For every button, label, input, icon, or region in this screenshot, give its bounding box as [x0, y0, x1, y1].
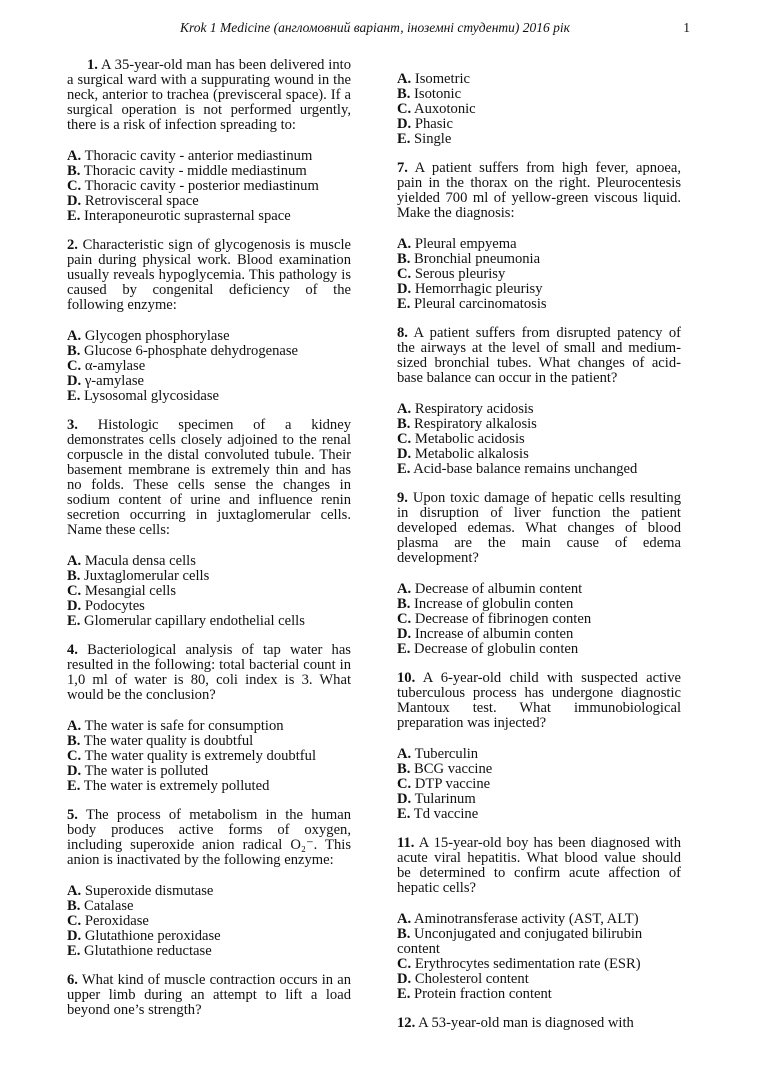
option-text: DTP vaccine — [414, 776, 491, 792]
answer-option — [67, 389, 351, 404]
option-text: The water is extremely polluted — [83, 778, 270, 794]
answer-option — [397, 612, 681, 627]
question-text: Characteristic sign of glycogenosis is muscle pain during physical work. Blood examination usually reveals hypoglycemia. This pathology is caused by congenital deficiency of the following enzyme: — [67, 237, 351, 313]
option-text: Td vaccine — [413, 806, 479, 822]
answer-option — [67, 164, 351, 179]
option-text: Single — [414, 131, 452, 147]
option-letter: D. — [67, 763, 82, 779]
answer-option — [67, 614, 351, 629]
option-letter: A. — [67, 148, 82, 164]
option-text: Respiratory alkalosis — [414, 416, 537, 432]
option-text: Auxotonic — [414, 101, 476, 117]
answer-options-10 — [397, 747, 681, 822]
answer-option — [397, 642, 681, 657]
answer-option — [67, 359, 351, 374]
answer-options-3 — [67, 554, 351, 629]
option-letter: E. — [67, 778, 81, 794]
option-letter: D. — [67, 373, 82, 389]
option-text: Juxtaglomerular cells — [84, 568, 210, 584]
option-text: Erythrocytes sedimentation rate (ESR) — [414, 956, 641, 972]
question-text: The process of metabolism in the human body produces active forms of oxygen, including superoxide anion radical O₂⁻. This anion is inactivated by the following enzyme: — [67, 807, 351, 868]
question-number: 9. — [397, 490, 408, 506]
question-1 — [67, 58, 351, 133]
option-letter: C. — [67, 178, 82, 194]
answer-option — [67, 554, 351, 569]
option-text: Protein fraction content — [414, 986, 552, 1002]
option-text: Mesangial cells — [84, 583, 177, 599]
answer-option — [67, 929, 351, 944]
option-letter: E. — [397, 806, 411, 822]
option-letter: E. — [397, 461, 411, 477]
question-text: A patient suffers from disrupted patency of the airways at the level of small and medium-sized bronchial tubes. What changes of acid-base balance can occur in the patient? — [397, 325, 681, 386]
answer-options-6 — [397, 72, 681, 147]
option-text: α-amylase — [84, 358, 146, 374]
option-text: Unconjugated and conjugated bilirubin content — [397, 926, 643, 957]
answer-option — [67, 749, 351, 764]
option-text: Macula densa cells — [84, 553, 196, 569]
answer-option — [67, 764, 351, 779]
answer-option — [397, 432, 681, 447]
question-number: 4. — [67, 642, 78, 658]
option-letter: A. — [67, 883, 82, 899]
answer-option — [397, 762, 681, 777]
option-text: Thoracic cavity - middle mediastinum — [83, 163, 307, 179]
answer-option — [397, 102, 681, 117]
answer-option — [397, 627, 681, 642]
answer-options-5 — [67, 884, 351, 959]
answer-option — [397, 597, 681, 612]
option-letter: C. — [67, 913, 82, 929]
answer-options-1 — [67, 149, 351, 224]
question-9 — [397, 491, 681, 566]
option-letter: A. — [397, 71, 412, 87]
answer-option — [397, 117, 681, 132]
option-text: Aminotransferase activity (AST, ALT) — [414, 911, 639, 927]
option-letter: E. — [67, 388, 81, 404]
question-number: 2. — [67, 237, 78, 253]
option-text: Lysosomal glycosidase — [84, 388, 220, 404]
option-text: γ-amylase — [84, 373, 144, 389]
answer-option — [397, 87, 681, 102]
option-letter: E. — [67, 208, 81, 224]
answer-option — [67, 374, 351, 389]
right-column — [397, 58, 681, 1047]
option-letter: B. — [67, 163, 81, 179]
answer-option — [397, 912, 681, 927]
option-letter: D. — [397, 971, 412, 987]
question-text: A 53-year-old man is diagnosed with — [418, 1015, 634, 1031]
answer-option — [397, 807, 681, 822]
answer-option — [397, 267, 681, 282]
answer-options-7 — [397, 237, 681, 312]
option-letter: C. — [67, 358, 82, 374]
answer-option — [67, 179, 351, 194]
option-text: Respiratory acidosis — [414, 401, 534, 417]
option-text: Decrease of globulin conten — [414, 641, 579, 657]
header-title: Krok 1 Medicine (англомовний варіант, іноземні студенти) 2016 рік — [180, 20, 570, 35]
answer-options-9 — [397, 582, 681, 657]
option-text: Glomerular capillary endothelial cells — [84, 613, 305, 629]
option-letter: B. — [397, 761, 411, 777]
question-2 — [67, 238, 351, 313]
option-letter: A. — [397, 236, 412, 252]
option-text: Retrovisceral space — [84, 193, 199, 209]
option-text: Cholesterol content — [414, 971, 529, 987]
page-number: 1 — [683, 20, 690, 35]
option-text: BCG vaccine — [414, 761, 493, 777]
option-text: The water quality is doubtful — [83, 733, 254, 749]
option-text: Thoracic cavity - posterior mediastinum — [84, 178, 319, 194]
question-number: 3. — [67, 417, 78, 433]
option-text: Glucose 6-phosphate dehydrogenase — [84, 343, 299, 359]
answer-option — [67, 194, 351, 209]
answer-option — [397, 987, 681, 1002]
question-6 — [67, 973, 351, 1018]
option-letter: B. — [67, 898, 81, 914]
question-number: 1. — [87, 57, 98, 73]
option-letter: E. — [67, 613, 81, 629]
option-letter: D. — [397, 116, 412, 132]
answer-option — [397, 417, 681, 432]
question-text: A 35-year-old man has been delivered into a surgical ward with a suppurating wound in the neck, anterior to trachea (previsceral space). If a surgical operation is not performed urgently, there is a risk of infection spreading to: — [67, 57, 352, 133]
option-letter: C. — [397, 101, 412, 117]
option-letter: C. — [397, 956, 412, 972]
option-text: The water quality is extremely doubtful — [84, 748, 316, 764]
question-7 — [397, 161, 681, 221]
option-text: Podocytes — [84, 598, 145, 614]
option-text: Isometric — [414, 71, 470, 87]
option-text: Tuberculin — [414, 746, 479, 762]
question-number: 7. — [397, 160, 408, 176]
answer-option — [67, 149, 351, 164]
answer-option — [397, 252, 681, 267]
answer-option — [67, 584, 351, 599]
answer-option — [397, 72, 681, 87]
answer-option — [67, 569, 351, 584]
option-letter: A. — [67, 553, 82, 569]
option-letter: D. — [67, 193, 82, 209]
option-letter: B. — [397, 416, 411, 432]
answer-option — [397, 402, 681, 417]
option-text: Increase of globulin conten — [414, 596, 574, 612]
option-text: The water is safe for consumption — [84, 718, 284, 734]
option-text: Hemorrhagic pleurisy — [414, 281, 543, 297]
option-text: Glutathione peroxidase — [84, 928, 221, 944]
option-letter: B. — [67, 733, 81, 749]
option-letter: E. — [397, 641, 411, 657]
answer-option — [397, 747, 681, 762]
question-text: A 15-year-old boy has been diagnosed with acute viral hepatitis. What blood value should be determined to confirm acute affection of hepatic cells? — [397, 835, 682, 896]
option-text: Glycogen phosphorylase — [84, 328, 230, 344]
option-letter: B. — [397, 596, 411, 612]
question-11 — [397, 836, 681, 896]
answer-option — [67, 899, 351, 914]
answer-option — [67, 719, 351, 734]
answer-option — [67, 884, 351, 899]
answer-options-11 — [397, 912, 681, 1002]
option-letter: A. — [397, 911, 412, 927]
answer-option — [67, 209, 351, 224]
question-10 — [397, 671, 681, 731]
option-letter: D. — [397, 281, 412, 297]
option-text: Phasic — [414, 116, 453, 132]
option-letter: D. — [397, 446, 412, 462]
answer-options-4 — [67, 719, 351, 794]
option-letter: D. — [397, 626, 412, 642]
question-text: What kind of muscle contraction occurs in an upper limb during an attempt to lift a load beyond one’s strength? — [67, 972, 351, 1018]
option-text: The water is polluted — [84, 763, 209, 779]
question-number: 11. — [397, 835, 415, 851]
answer-option — [397, 447, 681, 462]
option-letter: A. — [397, 581, 412, 597]
answer-option — [397, 297, 681, 312]
option-letter: D. — [67, 598, 82, 614]
option-text: Isotonic — [414, 86, 462, 102]
answer-option — [67, 344, 351, 359]
question-4 — [67, 643, 351, 703]
option-letter: A. — [397, 401, 412, 417]
option-text: Tularinum — [414, 791, 476, 807]
option-text: Bronchial pneumonia — [414, 251, 541, 267]
option-text: Peroxidase — [84, 913, 149, 929]
question-text: Bacteriological analysis of tap water has resulted in the following: total bacterial count in 1,0 ml of water is 80, coli index is 3. What would be the conclusion? — [67, 642, 351, 703]
answer-option — [67, 329, 351, 344]
option-text: Decrease of fibrinogen conten — [414, 611, 592, 627]
answer-option — [397, 792, 681, 807]
answer-option — [397, 132, 681, 147]
answer-option — [397, 582, 681, 597]
answer-option — [67, 914, 351, 929]
question-number: 8. — [397, 325, 408, 341]
page-header — [60, 20, 690, 40]
option-letter: A. — [67, 718, 82, 734]
option-letter: C. — [67, 583, 82, 599]
answer-option — [397, 972, 681, 987]
option-letter: A. — [67, 328, 82, 344]
option-letter: E. — [397, 296, 411, 312]
answer-option — [67, 734, 351, 749]
option-text: Pleural carcinomatosis — [414, 296, 547, 312]
question-number: 12. — [397, 1015, 416, 1031]
option-text: Serous pleurisy — [414, 266, 506, 282]
question-3 — [67, 418, 351, 538]
option-text: Acid-base balance remains unchanged — [413, 461, 638, 477]
question-text: A patient suffers from high fever, apnoea, pain in the thorax on the right. Pleurocentesis yielded 700 ml of yellow-green viscous liquid. Make the diagnosis: — [397, 160, 682, 221]
option-text: Decrease of albumin content — [414, 581, 583, 597]
option-text: Pleural empyema — [414, 236, 517, 252]
option-letter: D. — [67, 928, 82, 944]
option-text: Interaponeurotic suprasternal space — [84, 208, 291, 224]
question-text: A 6-year-old child with suspected active tuberculous process has undergone diagnostic Mantoux test. What immunobiological preparation was injected? — [397, 670, 681, 731]
question-number: 10. — [397, 670, 416, 686]
question-5 — [67, 808, 351, 868]
option-text: Metabolic alkalosis — [414, 446, 529, 462]
answer-options-2 — [67, 329, 351, 404]
answer-option — [67, 779, 351, 794]
answer-option — [397, 282, 681, 297]
option-text: Increase of albumin conten — [414, 626, 574, 642]
option-letter: C. — [67, 748, 82, 764]
question-8 — [397, 326, 681, 386]
question-12 — [397, 1016, 681, 1031]
left-column — [67, 58, 351, 1034]
option-letter: B. — [397, 86, 411, 102]
answer-option — [67, 599, 351, 614]
answer-option — [397, 237, 681, 252]
question-number: 6. — [67, 972, 78, 988]
answer-options-8 — [397, 402, 681, 477]
option-text: Superoxide dismutase — [84, 883, 214, 899]
answer-option — [67, 944, 351, 959]
answer-option — [397, 462, 681, 477]
option-letter: D. — [397, 791, 412, 807]
option-letter: E. — [397, 986, 411, 1002]
question-text: Upon toxic damage of hepatic cells resulting in disruption of liver function the patient developed edemas. What changes of blood plasma are the main cause of edema development? — [397, 490, 681, 566]
answer-option — [397, 927, 681, 957]
option-text: Metabolic acidosis — [414, 431, 525, 447]
option-letter: C. — [397, 431, 412, 447]
option-letter: B. — [67, 343, 81, 359]
option-letter: C. — [397, 266, 412, 282]
answer-option — [397, 957, 681, 972]
answer-option — [397, 777, 681, 792]
option-letter: C. — [397, 611, 412, 627]
option-text: Glutathione reductase — [84, 943, 212, 959]
option-letter: E. — [397, 131, 411, 147]
option-letter: A. — [397, 746, 412, 762]
option-letter: B. — [67, 568, 81, 584]
option-letter: E. — [67, 943, 81, 959]
option-letter: B. — [397, 926, 411, 942]
option-letter: C. — [397, 776, 412, 792]
option-text: Thoracic cavity - anterior mediastinum — [84, 148, 313, 164]
option-letter: B. — [397, 251, 411, 267]
question-number: 5. — [67, 807, 78, 823]
question-text: Histologic specimen of a kidney demonstrates cells closely adjoined to the renal corpuscle in the distal convoluted tubule. Their basement membrane is extremely thin and has no folds. These cells sense the changes in sodium content of urine and influence renin secretion occurring in juxtaglomerular cells. Name these cells: — [67, 417, 351, 538]
option-text: Catalase — [84, 898, 134, 914]
